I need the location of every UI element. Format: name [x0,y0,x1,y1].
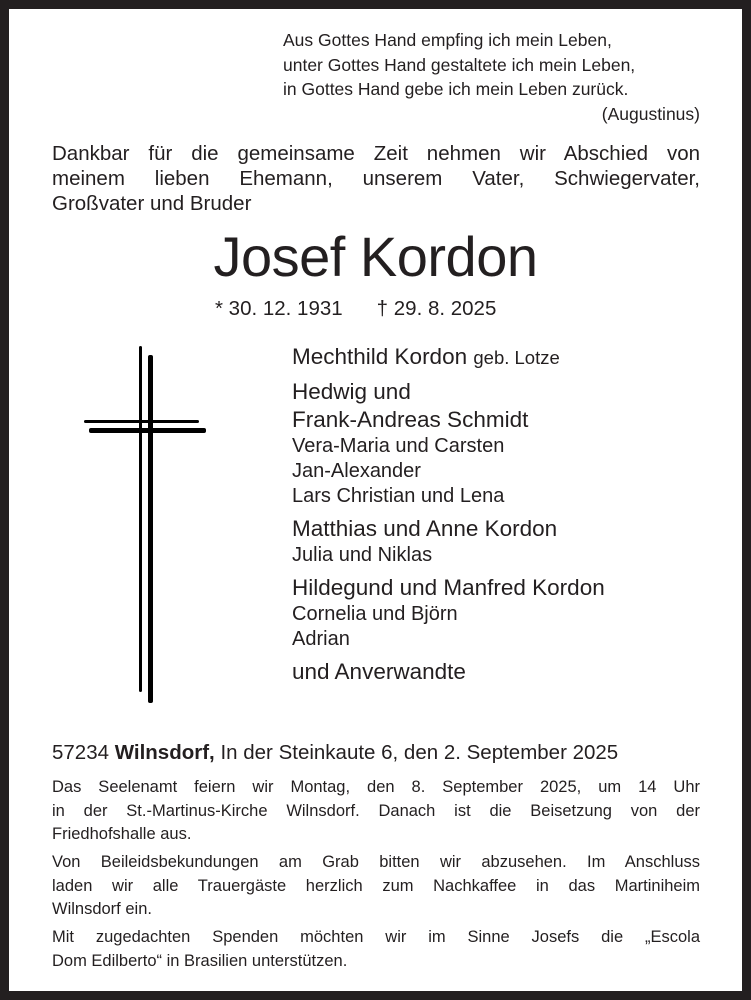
intro-line: Dankbar für die gemeinsame Zeit nehmen wir Abschied von [52,142,700,165]
address-line [52,740,618,766]
motto-line: unter Gottes Hand gestaltete ich mein Leben, [283,54,636,75]
spouse [292,343,605,372]
notice-line: Mit zugedachten Spenden möchten wir im Sinne Josefs die „Escola [52,928,700,946]
birth-date: * 30. 12. 1931 [215,297,343,320]
notice-line: Von Beileidsbekundungen am Grab bitten wir abzusehen. Im Anschluss [52,853,700,871]
family-group-1: Frank-Andreas Schmidt [292,407,529,432]
notice-line: in der St.-Martinus-Kirche Wilnsdorf. Danach ist die Beisetzung von der [52,801,700,820]
notice-line: Friedhofshalle aus. [52,825,192,843]
requiem-notice [52,776,700,847]
grandchildren: Adrian [292,628,350,650]
donation-notice [52,926,700,973]
life-dates [215,296,496,322]
street-date: In der Steinkaute 6, den 2. September 2025 [220,741,619,764]
family-list [292,343,605,686]
intro-line: meinem lieben Ehemann, unserem Vater, Schwiegervater, [52,167,700,190]
notice-line: Dom Edilberto“ in Brasilien unterstützen. [52,951,348,970]
relatives-closing: und Anverwandte [292,659,466,684]
grandchildren: Lars Christian und Lena [292,485,505,507]
condolence-notice [52,851,700,922]
death-date: † 29. 8. 2025 [376,297,497,320]
family-group-1: Hedwig und [292,379,411,404]
city: Wilnsdorf, [114,741,215,764]
motto-line: in Gottes Hand gebe ich mein Leben zurück. [283,79,629,99]
grandchildren: Julia und Niklas [292,544,433,566]
motto-quote [283,28,700,126]
grandchildren: Jan-Alexander [292,460,421,482]
motto-source: (Augustinus) [601,103,700,124]
grandchildren: Vera-Maria und Carsten [292,435,505,457]
spouse-maiden-name: geb. Lotze [473,347,560,368]
spouse-name: Mechthild Kordon [292,344,468,369]
family-group-3: Hildegund und Manfred Kordon [292,575,605,600]
deceased-name: Josef Kordon [213,225,538,288]
family-group-2: Matthias und Anne Kordon [292,516,558,541]
intro-line: Großvater und Bruder [52,192,252,215]
postal-code: 57234 [52,741,110,764]
notice-line: laden wir alle Trauergäste herzlich zum Nachkaffee in das Martiniheim [52,876,700,895]
notice-line: Das Seelenamt feiern wir Montag, den 8. September 2025, um 14 Uhr [52,778,700,796]
notice-line: Wilnsdorf ein. [52,900,152,918]
intro-text [52,141,700,216]
grandchildren: Cornelia und Björn [292,603,458,625]
motto-line: Aus Gottes Hand empfing ich mein Leben, [283,30,612,50]
